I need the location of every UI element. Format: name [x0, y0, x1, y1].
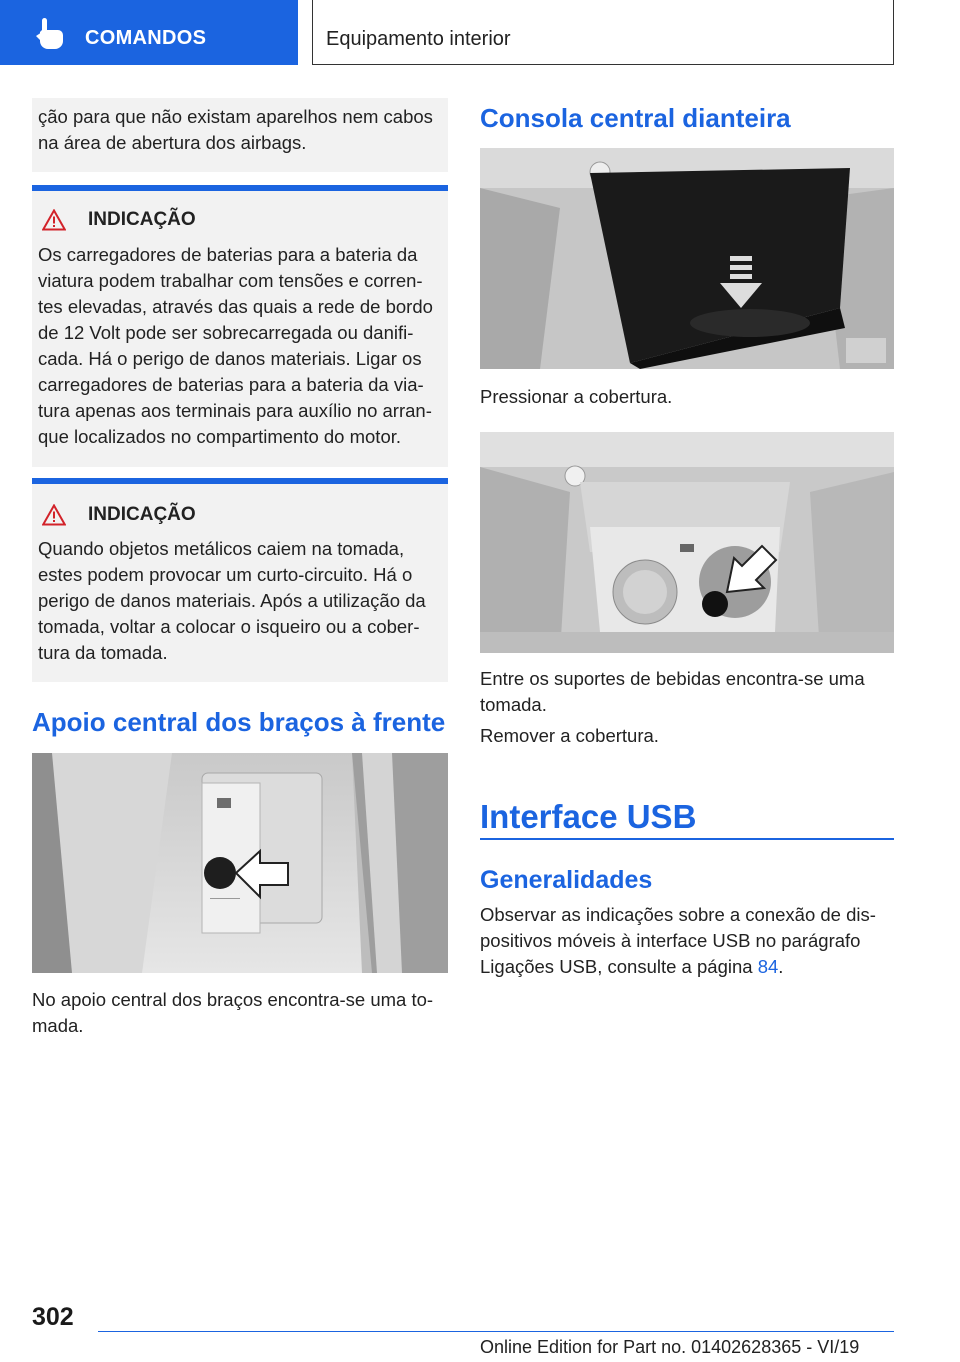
- section-tab[interactable]: [0, 0, 298, 65]
- console-caption-1: Pressionar a cobertura.: [480, 386, 673, 407]
- hand-pointer-icon: [34, 16, 66, 50]
- armrest-photo: [32, 753, 448, 973]
- usb-heading-rule: [480, 838, 894, 840]
- notice-box: [32, 484, 448, 682]
- notice-heading: [42, 504, 196, 526]
- subsection-heading: Generalidades: [480, 866, 653, 894]
- section-heading: Consola central dianteira: [480, 103, 791, 133]
- usb-text-body: Observar as indicações sobre a conexão de dis-positivos móveis à interface USB no parágrafo Ligações USB, consulte a página: [480, 904, 876, 977]
- footer-edition: Online Edition for Part no. 01402628365 - VI/19: [480, 1337, 860, 1357]
- notice-heading: [42, 209, 196, 231]
- intro-box: [32, 98, 448, 172]
- armrest-caption: No apoio central dos braços encontra-se uma to-mada.: [32, 989, 434, 1036]
- usb-text: [480, 902, 894, 980]
- chapter-header: [312, 0, 894, 65]
- notice-text: Quando objetos metálicos caiem na tomada, estes podem provocar um curto-circuito. Há o perigo de danos materiais. Após a utilização da tomada, voltar a colocar o isqueiro ou a cober-tura da tomada.: [38, 538, 426, 663]
- footer-rule: [98, 1331, 894, 1332]
- page-link[interactable]: 84: [757, 956, 779, 977]
- warning-triangle-icon: [42, 504, 66, 526]
- usb-text-end: .: [778, 956, 784, 977]
- section-tab-label: COMANDOS: [85, 27, 207, 49]
- intro-text: ção para que não existam aparelhos nem cabos na área de abertura dos airbags.: [38, 106, 433, 153]
- chapter-title: Equipamento interior: [326, 28, 511, 50]
- warning-triangle-icon: [42, 209, 66, 231]
- console-cover-photo: [480, 148, 894, 369]
- cupholder-photo: [480, 432, 894, 653]
- notice-title: INDICAÇÃO: [88, 504, 196, 525]
- notice-title: INDICAÇÃO: [88, 209, 196, 230]
- console-caption-3: Remover a cobertura.: [480, 725, 659, 746]
- section-heading: Apoio central dos braços à frente: [32, 707, 446, 737]
- console-caption-2: Entre os suportes de bebidas encontra-se uma tomada.: [480, 668, 865, 715]
- usb-heading: Interface USB: [480, 798, 697, 835]
- notice-box: [32, 191, 448, 467]
- notice-text: Os carregadores de baterias para a bateria da viatura podem trabalhar com tensões e corren-tes elevadas, através das quais a rede de bordo de 12 Volt pode ser sobrecarregada ou danifi-cada. Há o perigo de danos materiais. Ligar os carregadores de baterias para a bateria da via-tura apenas aos terminais para auxílio no arran-que localizados no compartimento do motor.: [38, 244, 433, 447]
- page-number: 302: [32, 1303, 74, 1331]
